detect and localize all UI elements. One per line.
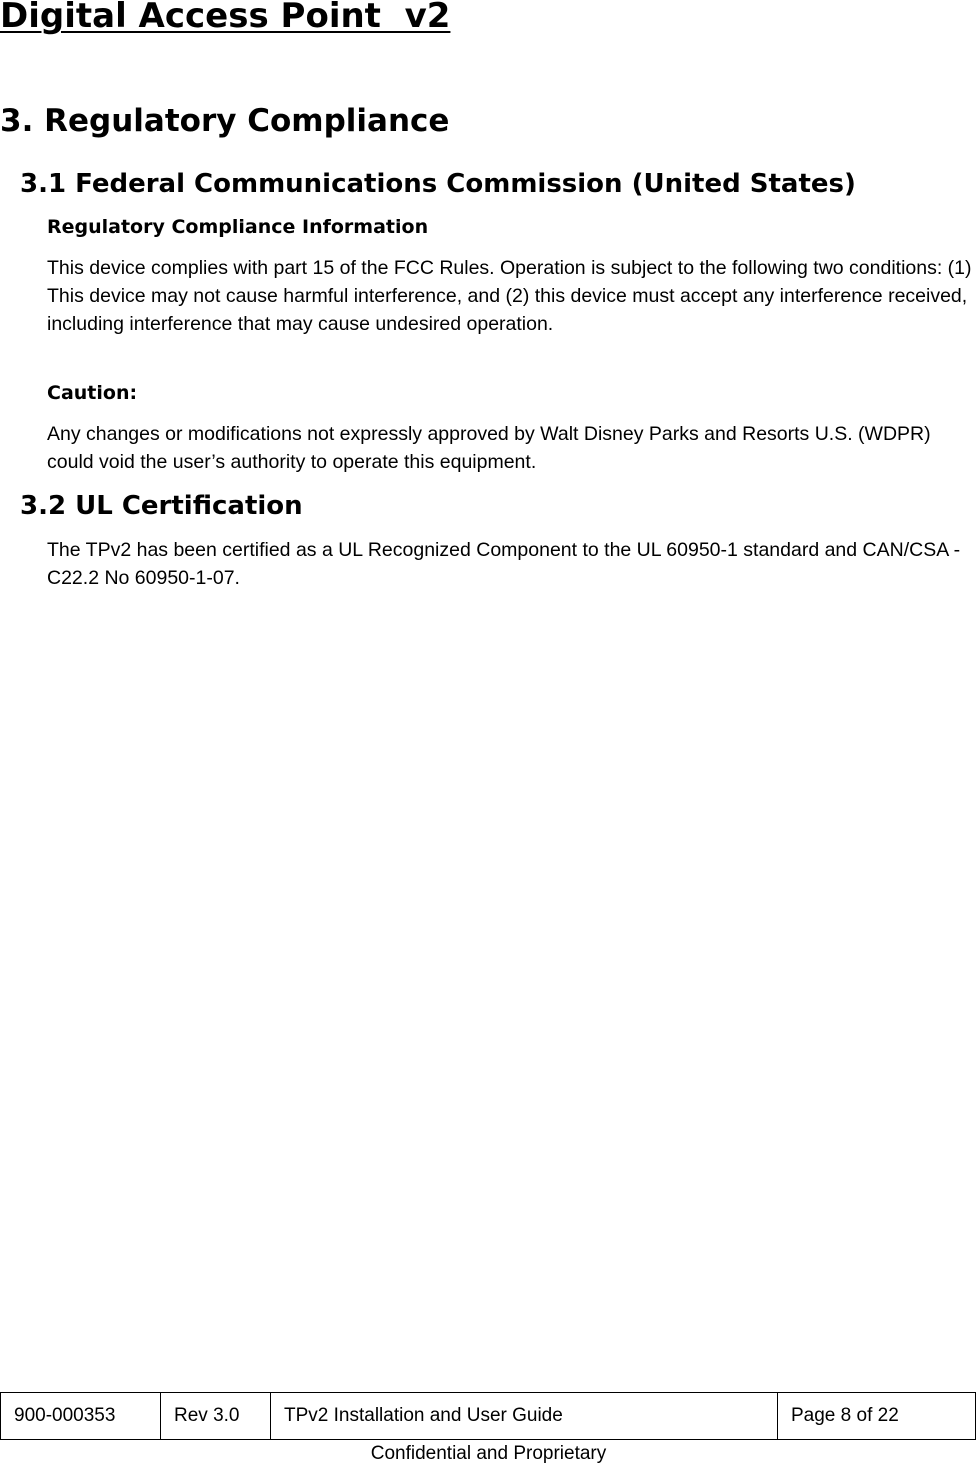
footer-row [1, 1393, 976, 1440]
document-title: Digital Access Point v2 [0, 0, 451, 36]
subsection-heading-ul-certification: 3.2 UL Certification [20, 491, 303, 521]
section-heading-regulatory-compliance: 3. Regulatory Compliance [0, 103, 450, 139]
ul-certification-paragraph: The TPv2 has been certified as a UL Recognized Component to the UL 60950-1 standard and CAN/CSA - C22.2 No 60950-1-07. [47, 539, 961, 589]
fcc-compliance-paragraph: This device complies with part 15 of the FCC Rules. Operation is subject to the following two conditions: (1) This device may not cause harmful interference, and (2) this device must accept any interference received, including interference that may cause undesired operation. [47, 257, 972, 335]
footer-doc-number: 900-000353 [1, 1393, 161, 1440]
footer-doc-name: TPv2 Installation and User Guide [271, 1393, 778, 1440]
footer-table [0, 1392, 976, 1440]
footer-confidentiality-note: Confidential and Proprietary [370, 1443, 607, 1464]
caution-paragraph: Any changes or modifications not expressly approved by Walt Disney Parks and Resorts U.S. (WDPR) could void the user’s authority to operate this equipment. [47, 423, 931, 473]
caution-heading: Caution: [47, 382, 138, 404]
footer-revision: Rev 3.0 [161, 1393, 271, 1440]
subsection-heading-fcc: 3.1 Federal Communications Commission (United States) [20, 169, 856, 199]
footer-page-number: Page 8 of 22 [778, 1393, 976, 1440]
regulatory-info-heading: Regulatory Compliance Information [47, 216, 429, 238]
